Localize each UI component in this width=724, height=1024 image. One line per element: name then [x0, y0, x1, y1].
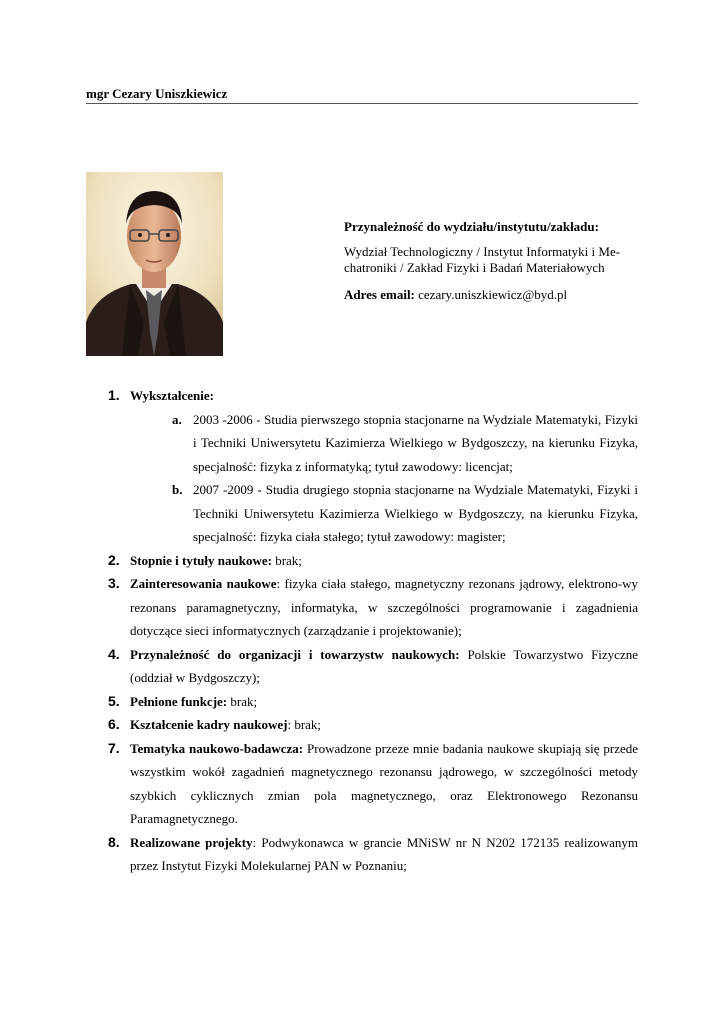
section-number: 1. [108, 387, 120, 403]
sub-item-text: 2003 -2006 - Studia pierwszego stopnia stacjonarne na Wydziale Matematyki, Fizyki i Techniki Uniwersytetu Kazimierza Wielkiego w Bydgoszczy, na kierunku Fizyka, specjalność: fizyka z informatyką; tytuł zawodowy: licencjat; [193, 411, 638, 474]
page-header-name: mgr Cezary Uniszkiewicz [86, 86, 638, 104]
section-text: : fizyka ciała stałego, magnetyczny rezonans jądrowy, elektrono-wy rezonans paramagnetyczny, informatyka, w szczególności programowanie i zagadnienia dotyczące sieci informatycznych (zarządzanie i projektowanie); [130, 576, 638, 638]
section-text: Polskie Towarzystwo Fizyczne (oddział w Bydgoszczy); [130, 646, 638, 685]
section-number: 2. [108, 551, 120, 568]
section-text: : brak; [287, 717, 322, 732]
sub-item-text: 2007 -2009 - Studia drugiego stopnia stacjonarne na Wydziale Matematyki, Fizyki i Techniki Uniwersytetu Kazimierza Wielkiego w Bydgoszczy, na kierunku Fizyka, specjalność: fizyka ciała stałego; tytuł zawodowy: magister; [193, 482, 638, 544]
section-functions [110, 690, 638, 714]
section-label: Pełnione funkcje: [130, 693, 228, 709]
section-label: Tematyka naukowo-badawcza: [130, 740, 304, 756]
section-degrees [110, 549, 638, 573]
section-label: Przynależność do organizacji i towarzystw naukowych: [130, 646, 460, 662]
education-item-b [172, 478, 638, 549]
affiliation-value-line2: chatroniki / Zakład Fizyki i Badań Materiałowych [344, 260, 605, 275]
section-text: brak; [271, 552, 302, 568]
email-label: Adres email: [344, 287, 415, 302]
section-number: 3. [108, 575, 120, 591]
affiliation-value-line1: Wydział Technologiczny / Instytut Informatyki i Me- [344, 244, 621, 259]
section-number: 5. [108, 692, 120, 709]
section-text: Prowadzone przeze mnie badania naukowe skupiają się przede wszystkim wokół zagadnień magnetycznego rezonansu jądrowego, w szczególności metody szybkich cyklicznych zmian pola magnetycznego, oraz Elektronowego Rezonansu Paramagnetycznego. [130, 740, 638, 826]
section-label: Realizowane projekty [130, 834, 253, 850]
email-value: cezary.uniszkiewicz@byd.pl [418, 287, 568, 302]
sub-item-letter: b. [172, 482, 183, 497]
section-research-topics [110, 737, 638, 831]
section-number: 4. [108, 645, 120, 662]
cv-sections-list [110, 384, 638, 878]
section-number: 6. [108, 716, 120, 732]
section-label: Stopnie i tytuły naukowe: [130, 552, 272, 568]
section-projects [110, 831, 638, 878]
portrait-photo [86, 172, 223, 356]
education-sublist [130, 408, 638, 549]
section-label: Kształcenie kadry naukowej [130, 717, 288, 732]
section-text: : Podwykonawca w grancie MNiSW nr N N202 172135 realizowanym przez Instytut Fizyki Molekularnej PAN w Poznaniu; [130, 834, 638, 873]
sub-item-letter: a. [172, 411, 182, 427]
affiliation-block [344, 219, 638, 303]
section-staff-training [110, 713, 638, 737]
section-label: Zainteresowania naukowe [130, 576, 277, 591]
email-line [344, 287, 638, 303]
section-number: 7. [108, 739, 120, 756]
education-item-a [172, 408, 638, 479]
section-label: Wykształcenie: [130, 388, 214, 403]
section-number: 8. [108, 833, 120, 850]
section-interests [110, 572, 638, 643]
section-memberships [110, 643, 638, 690]
affiliation-label: Przynależność do wydziału/instytutu/zakładu: [344, 219, 599, 234]
section-education [110, 384, 638, 549]
section-text: brak; [227, 693, 258, 709]
